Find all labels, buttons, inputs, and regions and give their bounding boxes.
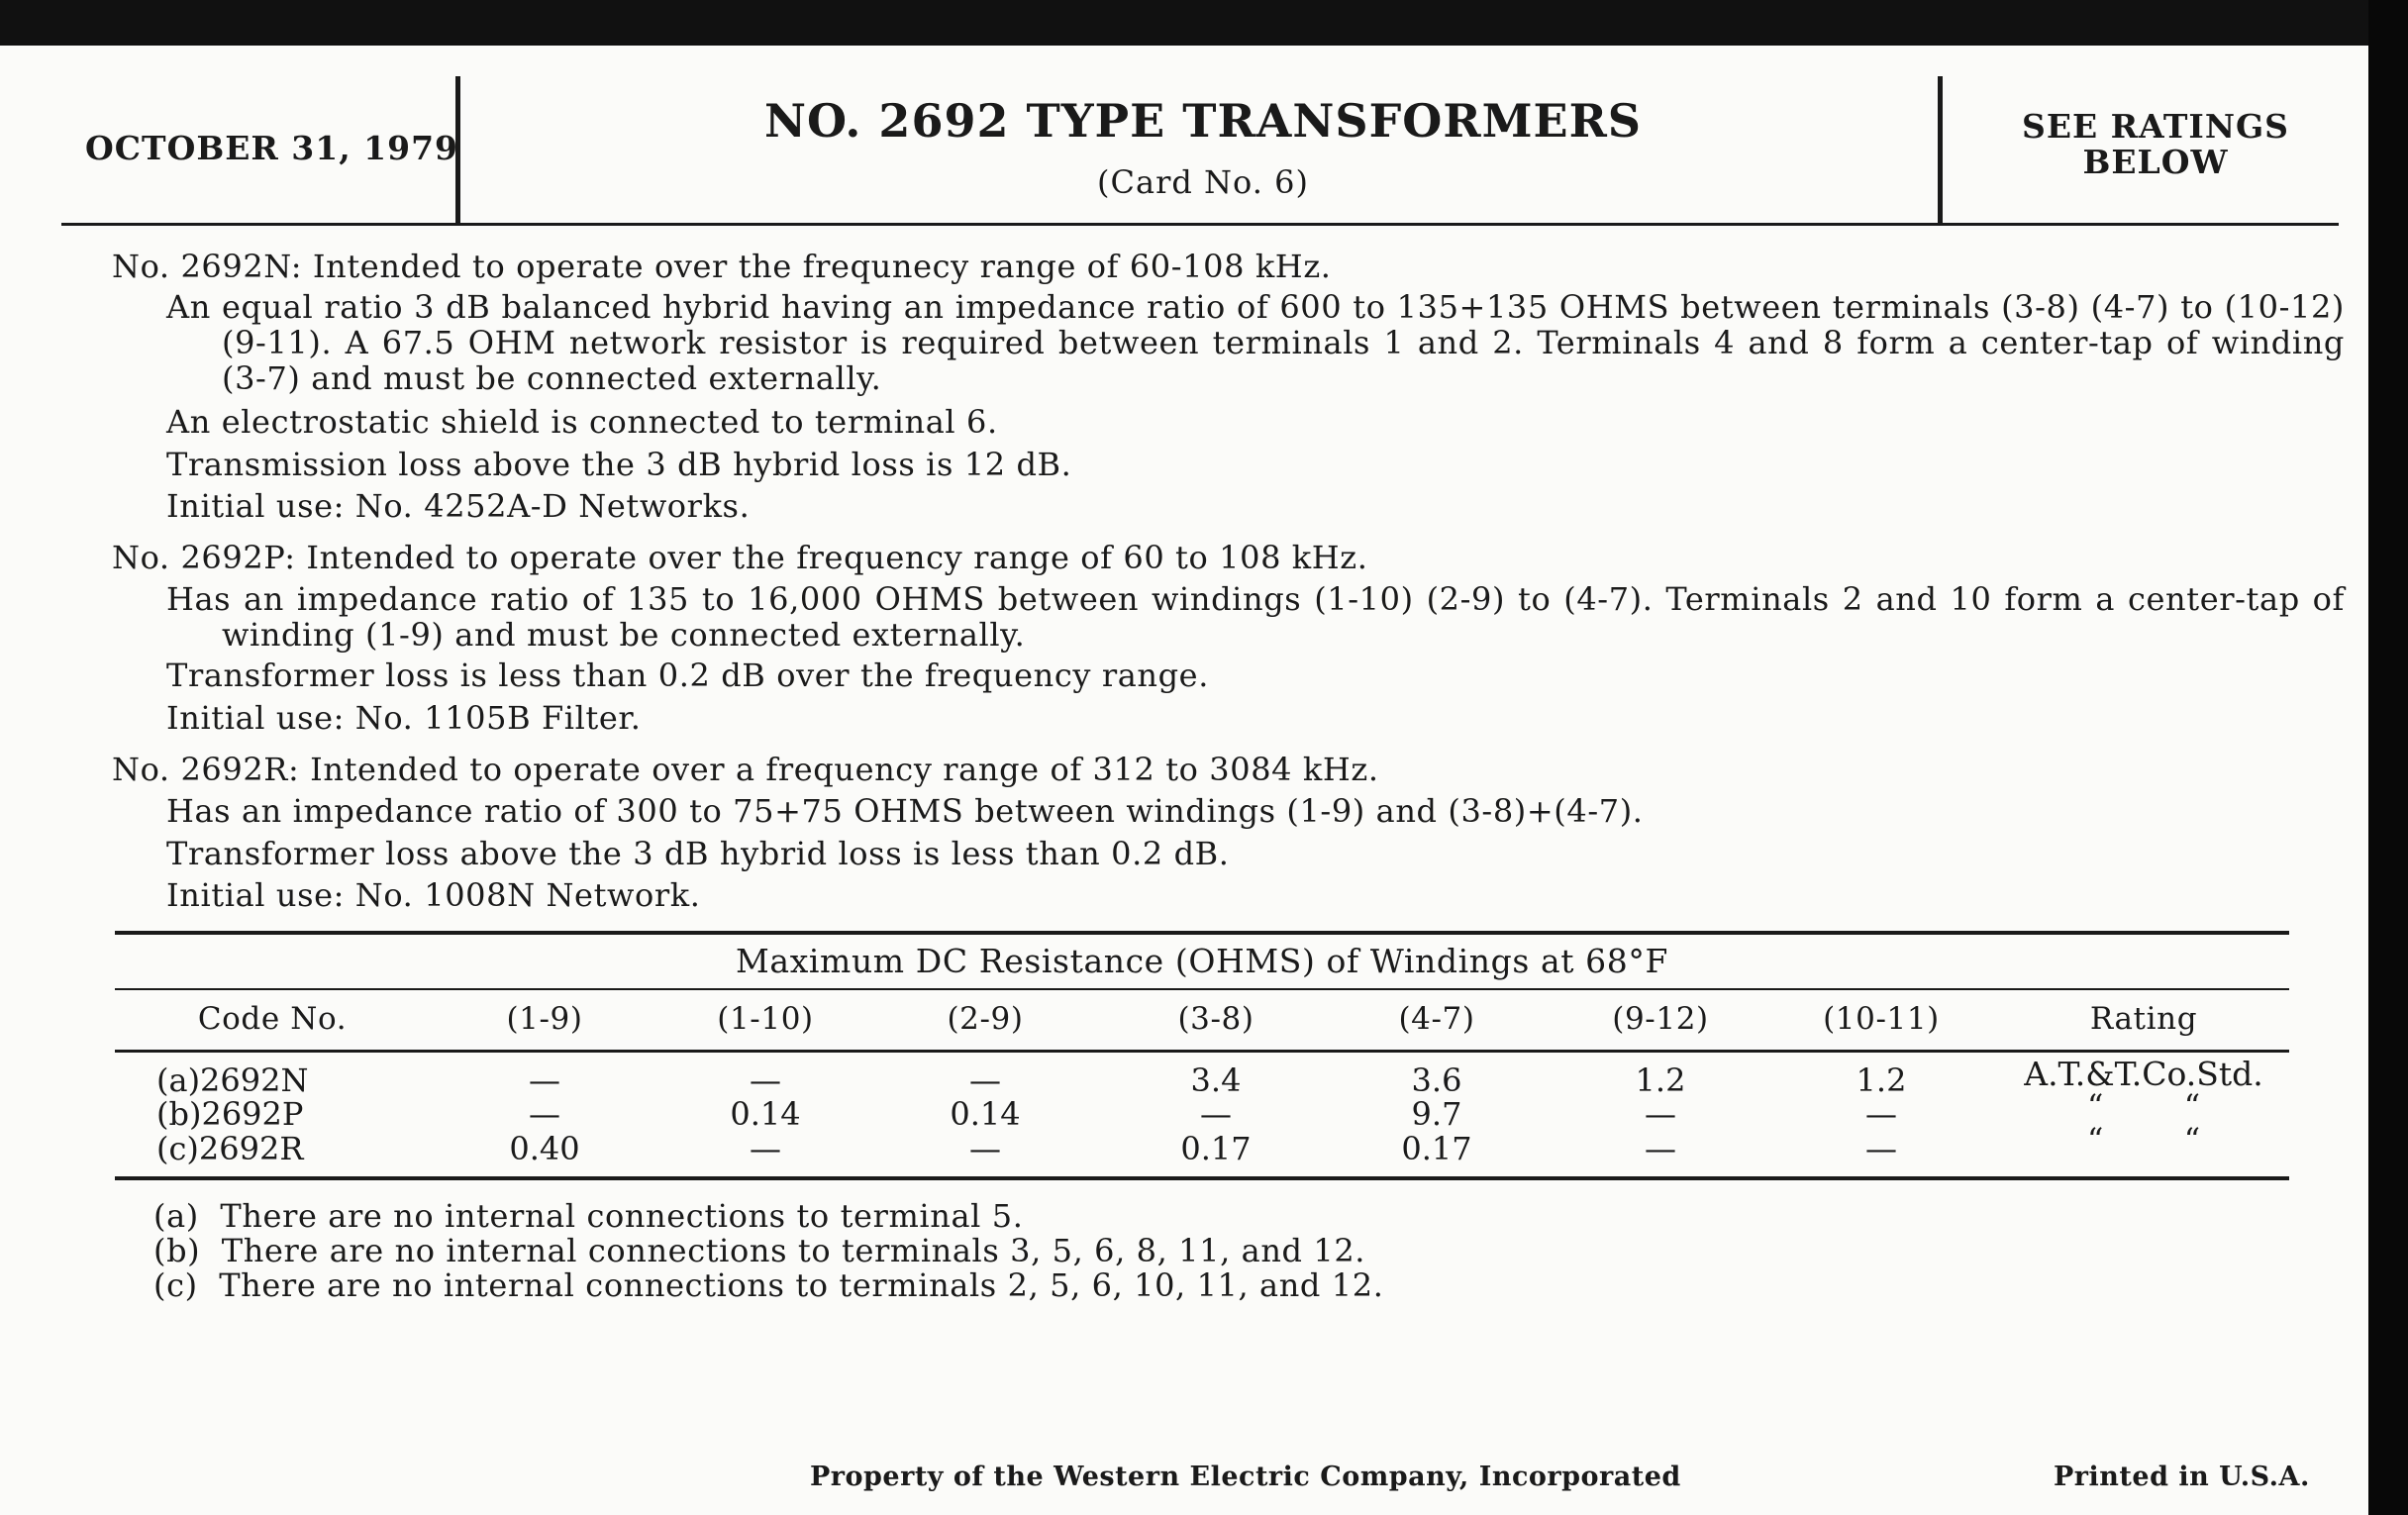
table-cell-rating: “ “ [2086, 1087, 2201, 1125]
col-header-1-10: (1-10) [717, 1001, 814, 1037]
scan-edge [2368, 0, 2408, 1515]
table-cell: 3.6 [1411, 1061, 1462, 1099]
footer-printed: Printed in U.S.A. [2054, 1462, 2310, 1492]
table-cell: — [750, 1061, 781, 1099]
ratings-note-line1: SEE RATINGS [2021, 107, 2290, 146]
table-note-b: (b) There are no internal connections to terminals 3, 5, 6, 8, 11, and 12. [153, 1232, 1366, 1269]
table-cell: — [529, 1061, 560, 1099]
section-2692r-heading: No. 2692R: Intended to operate over a frequency range of 312 to 3084 kHz. [112, 751, 1379, 788]
table-cell: — [1645, 1130, 1676, 1167]
table-cell: — [750, 1130, 781, 1167]
footer-property: Property of the Western Electric Company, Incorporated [810, 1462, 1681, 1492]
ratings-note [1943, 109, 2368, 180]
col-header-2-9: (2-9) [947, 1001, 1024, 1037]
table-cell-code: (b)2692P [156, 1095, 304, 1133]
table-cell: — [1200, 1095, 1232, 1133]
table-note-a: (a) There are no internal connections to terminal 5. [153, 1197, 1024, 1235]
card-number: (Card No. 6) [1097, 163, 1309, 201]
section-2692p-line-3: Initial use: No. 1105B Filter. [166, 699, 642, 737]
table-cell: 1.2 [1635, 1061, 1686, 1099]
page-title: NO. 2692 TYPE TRANSFORMERS [763, 94, 1643, 148]
table-cell: — [1865, 1095, 1897, 1133]
section-2692p-line-2: Transformer loss is less than 0.2 dB over the frequency range. [166, 656, 1209, 694]
table-cell: — [529, 1095, 560, 1133]
section-2692n-heading: No. 2692N: Intended to operate over the frequnecy range of 60-108 kHz. [112, 248, 1332, 285]
table-rule-title [115, 988, 2289, 990]
table-cell: 0.17 [1401, 1130, 1472, 1167]
table-cell: 0.17 [1180, 1130, 1252, 1167]
table-cell: 0.14 [950, 1095, 1021, 1133]
section-2692n-line-3: Transmission loss above the 3 dB hybrid loss is 12 dB. [166, 446, 1072, 483]
table-note-c: (c) There are no internal connections to terminals 2, 5, 6, 10, 11, and 12. [153, 1266, 1384, 1304]
table-title: Maximum DC Resistance (OHMS) of Windings at 68°F [736, 942, 1668, 980]
table-cell-rating: A.T.&T.Co.Std. [2024, 1055, 2263, 1093]
table-rule-bottom [115, 1176, 2289, 1180]
col-header-4-7: (4-7) [1398, 1001, 1475, 1037]
col-header-code: Code No. [197, 1001, 348, 1037]
section-2692p-line-1: Has an impedance ratio of 135 to 16,000 OHMS between windings (1-10) (2-9) to (4-7). Terminals 2 and 10 form a center-tap of winding (1-9) and must be connected externally. [166, 580, 2345, 654]
section-2692n-line-2: An electrostatic shield is connected to terminal 6. [166, 403, 998, 441]
col-header-3-8: (3-8) [1177, 1001, 1254, 1037]
col-header-9-12: (9-12) [1612, 1001, 1709, 1037]
table-cell: 1.2 [1856, 1061, 1907, 1099]
table-cell: 0.40 [509, 1130, 580, 1167]
section-2692r-line-2: Transformer loss above the 3 dB hybrid loss is less than 0.2 dB. [166, 835, 1230, 872]
table-cell: 0.14 [730, 1095, 801, 1133]
section-2692p-heading: No. 2692P: Intended to operate over the frequency range of 60 to 108 kHz. [112, 539, 1368, 576]
table-cell-rating: “ “ [2086, 1121, 2201, 1159]
section-2692n-line-4: Initial use: No. 4252A-D Networks. [166, 487, 751, 525]
section-2692n-line-1: An equal ratio 3 dB balanced hybrid having an impedance ratio of 600 to 135+135 OHMS between terminals (3-8) (4-7) to (10-12) (9-11). A 67.5 OHM network resistor is required between terminals 1 and 2. Terminals 4 and 8 form a center-tap of winding (3-7) and must be connected externally. [166, 288, 2345, 397]
table-cell-code: (c)2692R [156, 1130, 304, 1167]
header-rule-bottom [61, 223, 2339, 226]
table-cell: 3.4 [1190, 1061, 1242, 1099]
table-rule-top [115, 931, 2289, 935]
table-cell: — [1865, 1130, 1897, 1167]
table-cell: 9.7 [1411, 1095, 1462, 1133]
table-cell: — [969, 1061, 1001, 1099]
section-2692r-line-1: Has an impedance ratio of 300 to 75+75 OHMS between windings (1-9) and (3-8)+(4-7). [166, 792, 1644, 830]
card-date: OCTOBER 31, 1979 [85, 129, 459, 167]
table-rule-header [115, 1050, 2289, 1053]
ratings-note-line2: BELOW [2082, 143, 2229, 181]
col-header-rating: Rating [2089, 1001, 2198, 1037]
table-cell: — [969, 1130, 1001, 1167]
section-2692r-line-3: Initial use: No. 1008N Network. [166, 876, 701, 914]
table-cell: — [1645, 1095, 1676, 1133]
col-header-10-11: (10-11) [1823, 1001, 1940, 1037]
col-header-1-9: (1-9) [506, 1001, 583, 1037]
table-cell-code: (a)2692N [156, 1061, 309, 1099]
